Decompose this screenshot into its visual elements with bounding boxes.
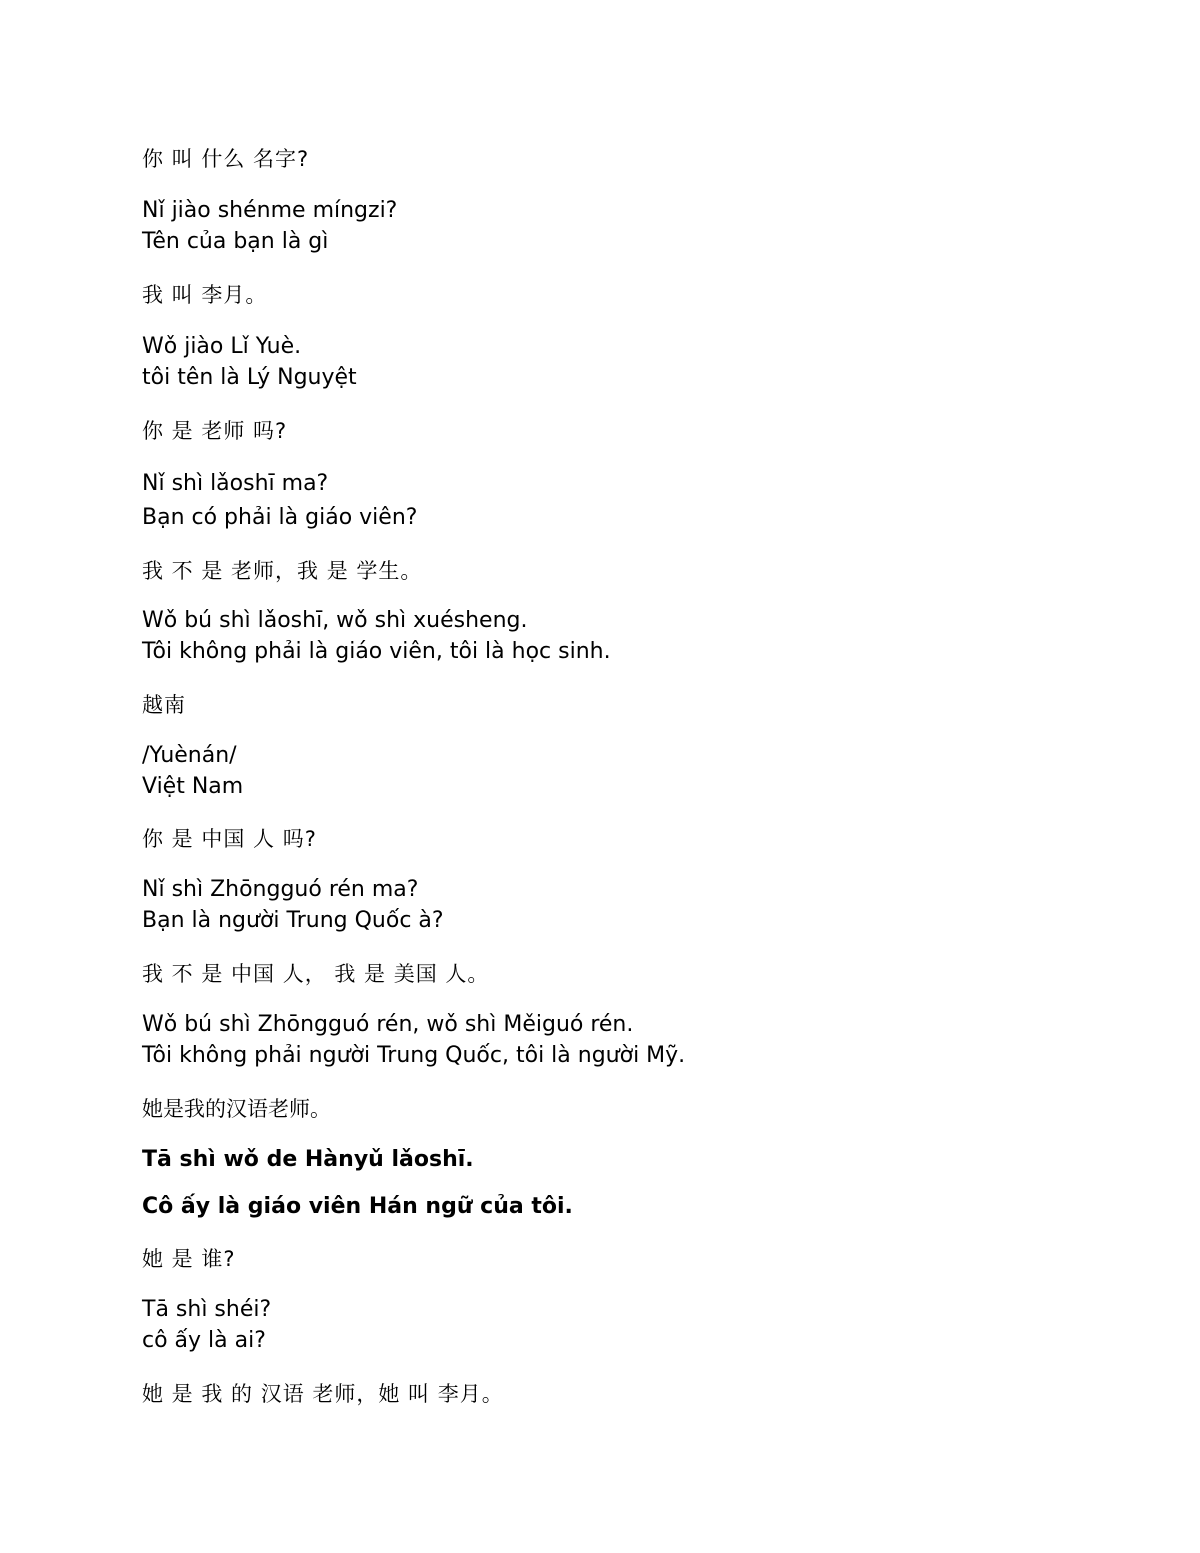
chinese-sentence: 你 是 老师 吗? xyxy=(142,419,288,443)
pinyin-line: Tā shì wǒ de Hànyǔ lǎoshī. xyxy=(142,1147,474,1172)
pinyin-line: Wǒ bú shì lǎoshī, wǒ shì xuésheng. xyxy=(142,608,528,633)
vietnamese-translation: Cô ấy là giáo viên Hán ngữ của tôi. xyxy=(142,1194,573,1219)
pinyin-line: Wǒ jiào Lǐ Yuè. xyxy=(142,334,302,359)
chinese-word: 越南 xyxy=(142,693,186,717)
vietnamese-translation: Việt Nam xyxy=(142,774,244,799)
chinese-sentence: 我 叫 李月。 xyxy=(142,283,268,307)
vietnamese-translation: Tôi không phải người Trung Quốc, tôi là người Mỹ. xyxy=(142,1043,686,1068)
pinyin-line: Tā shì shéi? xyxy=(142,1297,272,1322)
chinese-sentence: 你 是 中国 人 吗? xyxy=(142,827,317,851)
pinyin-line: Nǐ shì lǎoshī ma? xyxy=(142,471,329,496)
pinyin-line: Wǒ bú shì Zhōngguó rén, wǒ shì Měiguó rén. xyxy=(142,1012,634,1037)
chinese-sentence: 我 不 是 老师，我 是 学生。 xyxy=(142,559,423,583)
pinyin-line: Nǐ jiào shénme míngzi? xyxy=(142,198,398,223)
vietnamese-translation: tôi tên là Lý Nguyệt xyxy=(142,365,357,390)
pinyin-line: Nǐ shì Zhōngguó rén ma? xyxy=(142,877,419,902)
vietnamese-translation: Tôi không phải là giáo viên, tôi là học sinh. xyxy=(142,639,611,664)
vietnamese-translation: Tên của bạn là gì xyxy=(142,229,329,254)
chinese-sentence: 她 是 我 的 汉语 老师，她 叫 李月。 xyxy=(142,1382,504,1406)
chinese-sentence: 我 不 是 中国 人， 我 是 美国 人。 xyxy=(142,962,490,986)
chinese-sentence: 你 叫 什么 名字? xyxy=(142,147,310,171)
chinese-sentence: 她 是 谁? xyxy=(142,1247,236,1271)
pinyin-line: /Yuènán/ xyxy=(142,743,237,768)
vietnamese-translation: Bạn là người Trung Quốc à? xyxy=(142,908,444,933)
vietnamese-translation: cô ấy là ai? xyxy=(142,1328,266,1353)
vietnamese-translation: Bạn có phải là giáo viên? xyxy=(142,505,418,530)
chinese-sentence: 她是我的汉语老师。 xyxy=(142,1097,331,1121)
